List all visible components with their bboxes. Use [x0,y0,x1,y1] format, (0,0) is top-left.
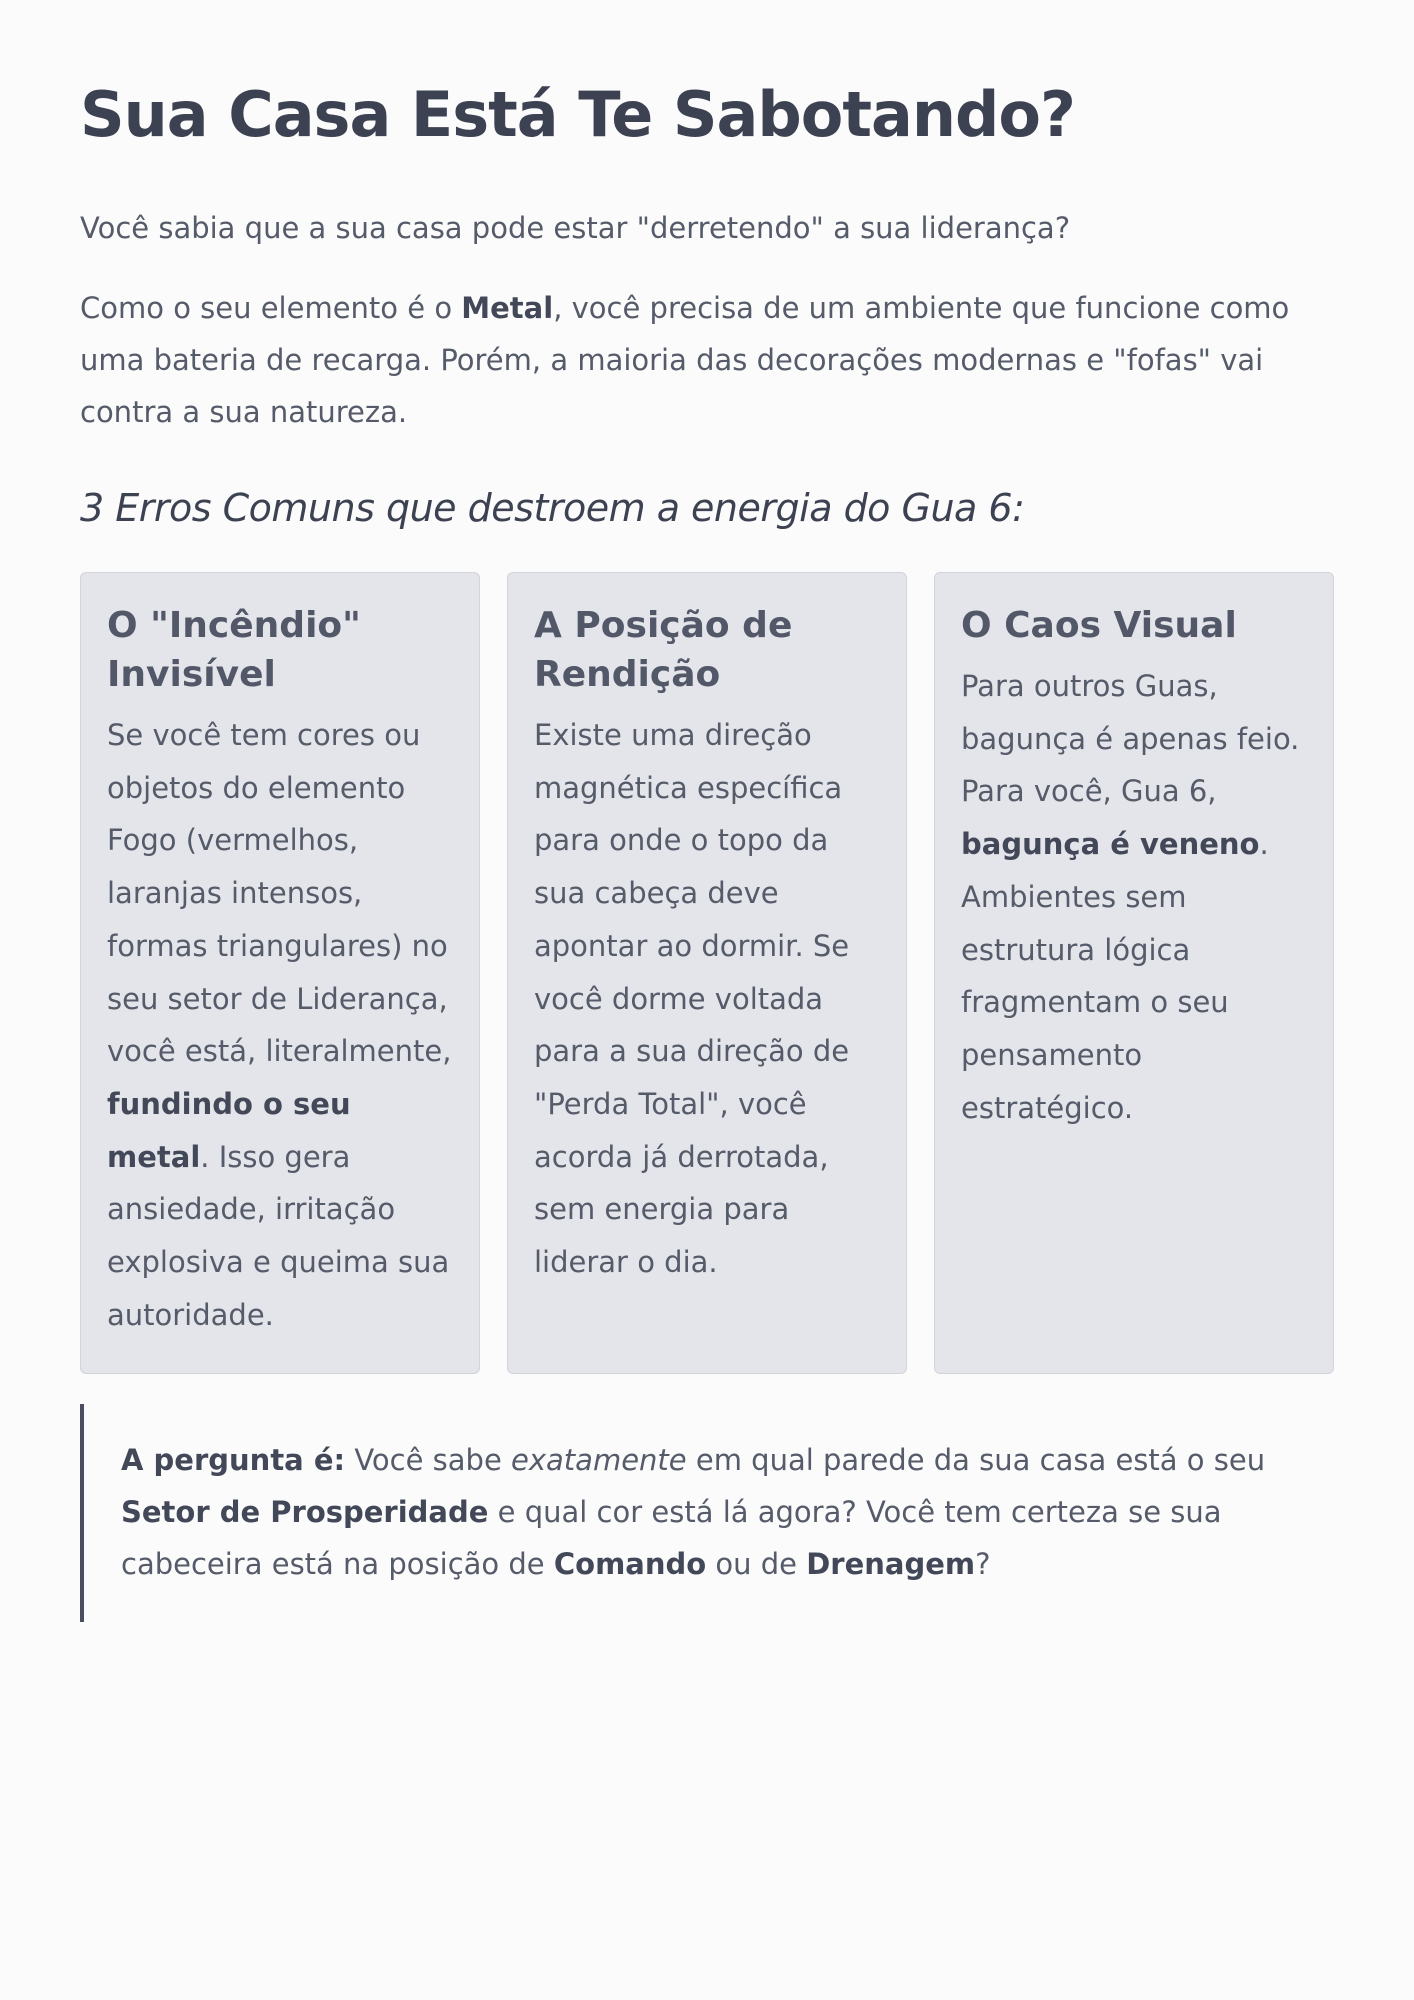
element-metal-bold: Metal [461,291,554,325]
question-emphasis: exatamente [511,1443,687,1477]
error-cards [80,572,1334,1374]
element-paragraph-text-2: , você precisa de um ambiente que funcione como uma bateria de recarga. Porém, a maioria das decorações modernas e "fofas" vai contra a sua natureza. [80,291,1290,429]
question-part: em qual parede da sua casa está o seu [686,1443,1266,1477]
error-card-title: O Caos Visual [961,605,1237,646]
question-bold-drain: Drenagem [806,1547,976,1581]
error-card-sleep-position [507,572,907,1374]
card-text-part: Se você tem cores ou objetos do elemento Fogo (vermelhos, laranjas intensos, formas triangulares) no seu setor de Liderança, você está, literalmente, [107,718,452,1069]
card-text-part: . Ambientes sem estrutura lógica fragmentam o seu pensamento estratégico. [961,827,1269,1125]
card-bold-phrase: fundindo o seu metal [107,1086,351,1174]
element-paragraph [80,282,1334,438]
error-card-title: A Posição de Rendição [534,605,793,695]
question-part: ? [975,1547,991,1581]
question-bold-command: Comando [553,1547,707,1581]
card-text-part: . Isso gera ansiedade, irritação explosiva e queima sua autoridade. [107,1139,450,1332]
error-card-text [107,709,453,1341]
page-title: Sua Casa Está Te Sabotando? [80,78,1075,151]
question-part: ou de [706,1547,807,1581]
error-card-visual-chaos [934,572,1334,1374]
error-card-text: Existe uma direção magnética específica para onde o topo da sua cabeça deve apontar ao dormir. Se você dorme voltada para a sua direção de "Perda Total", você acorda já derrotada, sem energia para liderar o dia. [534,718,850,1280]
intro-paragraph: Você sabia que a sua casa pode estar "derretendo" a sua liderança? [80,211,1071,245]
card-text-part: Para outros Guas, bagunça é apenas feio. Para você, Gua 6, [961,669,1300,809]
question-part: Você sabe [345,1443,512,1477]
errors-subheading: 3 Erros Comuns que destroem a energia do Gua 6: [80,486,1025,530]
element-paragraph-text-1: Como o seu elemento é o [80,291,462,325]
question-blockquote [80,1404,1325,1622]
card-bold-phrase: bagunça é veneno [961,827,1260,862]
error-card-title: O "Incêndio" Invisível [107,605,361,695]
question-text [121,1434,1325,1590]
question-lead: A pergunta é: [121,1443,346,1477]
question-bold-sector: Setor de Prosperidade [121,1495,489,1529]
error-card-text [961,660,1307,1134]
question-part: e qual cor está lá agora? Você tem certeza se sua cabeceira está na posição de [121,1495,1222,1581]
error-card-fire [80,572,480,1374]
